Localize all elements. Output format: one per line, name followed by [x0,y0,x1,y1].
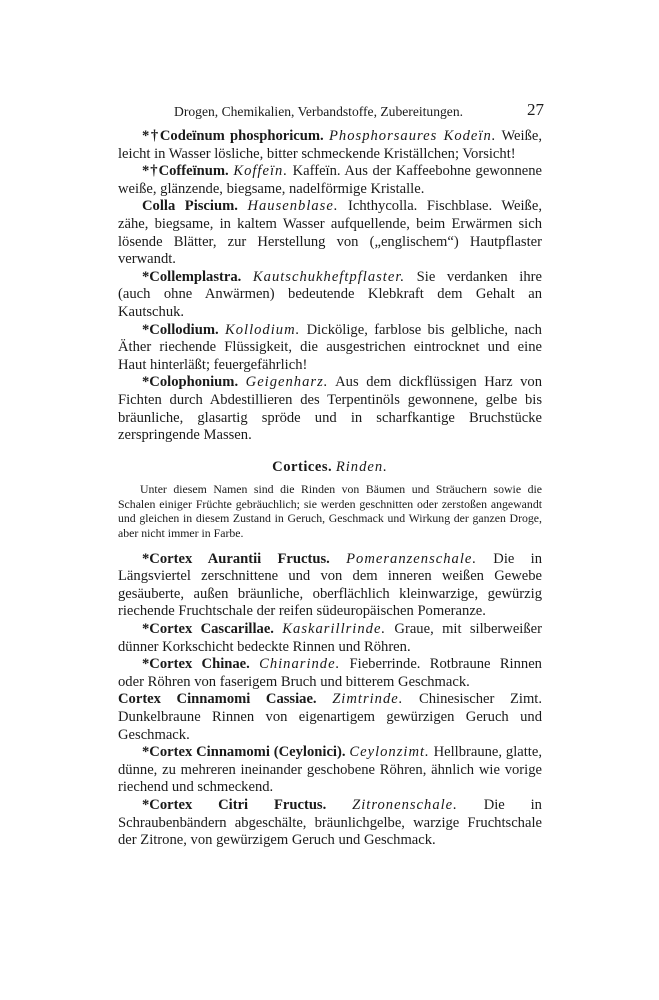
entry-cortex-cinnamomi-cassiae [118,691,542,744]
entry-term: *Cortex Cinnamomi (Ceylonici). [142,744,346,761]
entry-synonym: Ceylonzimt. [349,744,430,761]
entry-term: *Cortex Chinae. [142,656,250,673]
entry-term: *Colophonium. [142,374,239,391]
entry-synonym: Zimtrinde. [332,691,404,708]
entry-synonym: Geigenharz. [245,374,329,391]
entry-cortex-aurantii [118,551,542,621]
entry-text: Fieberrinde. Rotbraune Rinnen oder Röhren von faserigem Bruch und bitterem Geschmack. [118,656,542,690]
entry-codeinum [118,128,542,163]
entry-synonym: Hausenblase. [247,198,339,215]
entry-synonym: Chinarinde. [259,656,341,673]
entry-synonym: Kollodium. [225,321,301,338]
entry-collodium [118,322,542,375]
entry-colla-piscium [118,198,542,268]
section-heading-cortices [118,459,542,477]
section-subtitle: Rinden. [335,458,388,475]
entry-term: *Cortex Aurantii Fructus. [142,550,330,567]
entry-synonym: Zitronenschale. [352,796,458,813]
entry-term: *†Coffeïnum. [142,163,229,180]
entry-cortex-chinae [118,656,542,691]
running-title: Drogen, Chemikalien, Verbandstoffe, Zubereitungen. [174,104,464,119]
entry-colophonium [118,374,542,444]
entry-text: Graue, mit silberweißer dünner Korkschicht bedeckte Rinnen und Röhren. [118,621,542,655]
entry-synonym: Koffeïn. [233,163,288,180]
page-header [160,100,544,124]
page-body [118,128,542,850]
entry-synonym: Kaskarillrinde. [282,621,387,638]
entry-cortex-cascarillae [118,621,542,656]
entry-term: *Collemplastra. [142,268,242,285]
entry-text: Kaffeïn. Aus der Kaffeebohne gewonnene weiße, glänzende, biegsame, nadelförmige Kristalle. [118,163,542,197]
entry-text: Hellbraune, glatte, dünne, zu mehreren ineinander geschobene Röhren, ähnlich wie vorige riechend und schmeckend. [118,744,542,796]
entry-text: Chinesischer Zimt. Dunkelbraune Rinnen von eigenartigem gewürzigen Geruch und Geschmack. [118,691,542,743]
entry-text: Weiße, leicht in Wasser lösliche, bitter schmeckende Kriställchen; Vorsicht! [118,128,543,162]
entry-term: *†Codeïnum phosphoricum. [142,128,324,144]
entry-synonym: Kautschukheftpflaster. [252,268,406,285]
entry-text: Aus dem dickflüssigen Harz von Fichten durch Abdestillieren des Terpentinöls gewonnene, gelbe bis bräunliche, glasartig spröde und in scharfkantige Bruchstücke zerspringende Massen. [118,374,542,444]
entry-synonym: Phosphorsaures Kodeïn. [329,128,497,144]
entry-term: *Collodium. [142,321,219,338]
entry-synonym: Pomeranzenschale. [346,550,477,567]
entry-cortex-cinnamomi-ceylonici [118,744,542,797]
section-intro: Unter diesem Namen sind die Rinden von Bäumen und Sträuchern sowie die Schalen einiger Früchte gebräuchlich; sie werden geschnitten oder zerstoßen angewandt und gleichen in diesem Zustand in Geruch, Geschmack und Wirkung der ganzen Droge, aber nicht immer in Farbe. [118,482,542,541]
entry-text: Ichthycolla. Fischblase. Weiße, zähe, biegsame, in kaltem Wasser aufquellende, beim Erwärmen sich lösende Blätter, zur Herstellung von („englischem“) Hautpflaster verwandt. [118,198,542,268]
entry-collemplastra [118,269,542,322]
entry-term: *Cortex Citri Fructus. [142,796,327,813]
entry-term: Cortex Cinnamomi Cassiae. [118,691,317,708]
entry-coffeinum [118,163,542,198]
page-number: 27 [527,100,544,119]
entry-text: Die in Längsviertel zerschnittene und von dem inneren weißen Gewebe gesäuberte, außen bräunliche, oberflächlich kleinwarzige, gewürzig riechende Fruchtschale der reifen südeuropäischen Pomeranze. [118,550,543,620]
section-title: Cortices. [272,458,333,475]
entry-term: *Cortex Cascarillae. [142,621,274,638]
entry-text: Sie verdanken ihre (auch ohne Anwärmen) bedeutende Klebkraft dem Gehalt an Kautschuk. [118,268,542,320]
entry-text: Dickölige, farblose bis gelbliche, nach Äther riechende Flüssigkeit, die ausgestrichen eintrocknet und eine Haut hinterläßt; feuergefährlich! [118,321,542,373]
entry-cortex-citri [118,797,542,850]
entry-term: Colla Piscium. [142,198,238,215]
entry-text: Die in Schraubenbändern abgeschälte, bräunlichgelbe, warzige Fruchtschale der Zitrone, von gewürzigem Geruch und Geschmack. [118,796,542,849]
